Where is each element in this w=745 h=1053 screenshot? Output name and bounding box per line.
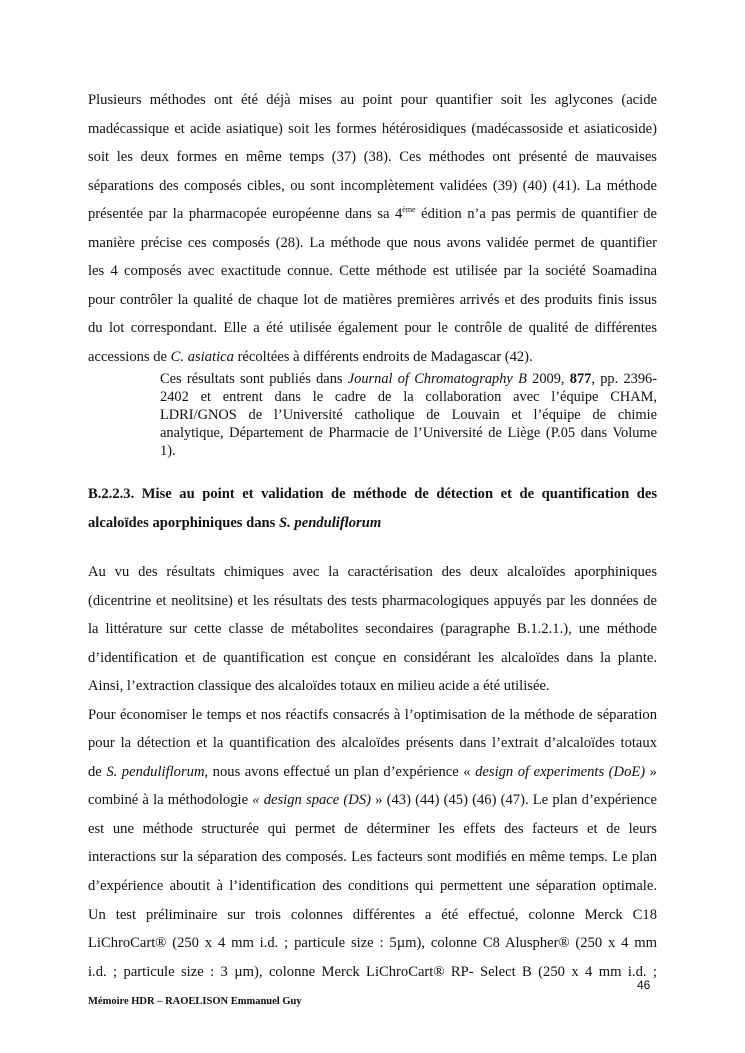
text-line (160, 424, 657, 442)
text-segment: LiChroCart® (250 x 4 mm i.d. ; particule size : 5µm), colonne C8 Aluspher® (250 x 4 mm (88, 935, 657, 952)
text-segment: , pp. 2396- (591, 371, 658, 387)
text-segment: pour la détection et la quantification des alcaloïdes présents dans l’extrait d’alcaloïdes totaux (88, 735, 657, 752)
text-line (88, 872, 657, 901)
text-line (88, 343, 657, 372)
text-segment: présentée par la pharmacopée européenne dans sa 4 (88, 206, 403, 223)
text-segment: édition n’a pas permis de quantifier de (415, 206, 657, 223)
superscript: ème (402, 205, 416, 215)
text-segment: combiné à la méthodologie (88, 792, 253, 809)
text-line (88, 229, 657, 258)
text-segment: d’expérience aboutit à l’identification des conditions qui permettent une séparation optimale. (88, 878, 657, 895)
italic-text: C. asiatica (170, 348, 234, 365)
text-line (88, 958, 657, 987)
text-segment: Ces résultats sont publiés dans (160, 371, 348, 387)
text-segment: madécassique et acide asiatique) soit les formes hétérosidiques (madécassoside et asiaticoside) (88, 120, 657, 137)
text-line (88, 815, 657, 844)
text-segment: (dicentrine et neolitsine) et les résultats des tests pharmacologiques appuyés par les données de (88, 592, 657, 609)
text-line (88, 672, 657, 701)
text-line (88, 701, 657, 730)
text-line (88, 843, 657, 872)
text-segment: séparations des composés cibles, ou sont incomplètement validées (39) (40) (41). La méthode (88, 177, 657, 194)
text-line (88, 901, 657, 930)
text-segment: manière précise ces composés (28). La méthode que nous avons validée permet de quantifier (88, 234, 657, 251)
text-segment: pour contrôler la qualité de chaque lot de matières premières arrivés et des produits finis issus (88, 291, 657, 308)
page-number: 46 (637, 978, 651, 992)
bold-text: 877 (569, 371, 592, 387)
italic-text: S. penduliflorum (279, 514, 382, 531)
text-line (88, 758, 657, 787)
text-segment: est une méthode structurée qui permet de déterminer les effets des facteurs et de leurs (88, 820, 657, 837)
text-line (88, 286, 657, 315)
text-line (88, 644, 657, 673)
text-line (88, 172, 657, 201)
text-segment: Plusieurs méthodes ont été déjà mises au point pour quantifier soit les aglycones (acide (88, 92, 657, 108)
text-segment: B.2.2.3. Mise au point et validation de méthode de détection et de quantification des (88, 486, 657, 502)
text-segment: d’identification et de quantification est conçue en considérant les alcaloïdes dans la plante. (88, 649, 657, 666)
text-segment: i.d. ; particule size : 3 µm), colonne Merck LiChroCart® RP- Select B (250 x 4 mm i.d. ; (88, 963, 657, 980)
text-segment: , nous avons effectué un plan d’expérience « (204, 763, 476, 780)
text-segment: 1). (160, 443, 176, 459)
text-segment: » (645, 763, 657, 780)
text-segment: Ainsi, l’extraction classique des alcaloïdes totaux en milieu acide a été utilisée. (88, 678, 550, 695)
text-line (88, 929, 657, 958)
section-heading (88, 480, 657, 537)
text-segment: LDRI/GNOS de l’Université catholique de Louvain et l’équipe de chimie (160, 407, 657, 423)
paragraph-2 (88, 558, 657, 986)
text-segment: » (43) (44) (45) (46) (47). Le plan d’expérience (370, 792, 657, 809)
paragraph-1 (88, 86, 657, 371)
footer: Mémoire HDR – RAOELISON Emmanuel Guy (88, 996, 302, 1007)
italic-text: design of experiments (DoE) (475, 763, 646, 780)
text-line (88, 200, 657, 229)
text-line (88, 143, 657, 172)
text-line (88, 558, 657, 587)
text-line (160, 388, 657, 406)
text-line (160, 406, 657, 424)
text-line (88, 480, 657, 509)
text-line (88, 257, 657, 286)
text-segment: analytique, Département de Pharmacie de l’Université de Liège (P.05 dans Volume (160, 425, 657, 441)
text-line (160, 370, 657, 388)
text-segment: Au vu des résultats chimiques avec la caractérisation des deux alcaloïdes aporphiniques (88, 564, 657, 580)
text-segment: accessions de (88, 348, 171, 365)
text-segment: de (88, 763, 107, 780)
publication-note (160, 370, 657, 460)
text-segment: la littérature sur cette classe de métabolites secondaires (paragraphe B.1.2.1.), une méthode (88, 621, 657, 638)
text-line (160, 442, 657, 460)
text-segment: soit les deux formes en même temps (37) (38). Ces méthodes ont présenté de mauvaises (88, 149, 657, 166)
text-segment: les 4 composés avec exactitude connue. Cette méthode est utilisée par la société Soamadina (88, 263, 657, 280)
text-segment: interactions sur la séparation des composés. Les facteurs sont modifiés en même temps. Le plan (88, 849, 657, 866)
text-segment: du lot correspondant. Elle a été utilisée également pour le contrôle de qualité de différentes (88, 320, 657, 337)
text-line (88, 314, 657, 343)
text-line (88, 509, 657, 538)
text-segment: Pour économiser le temps et nos réactifs consacrés à l’optimisation de la méthode de séparation (88, 706, 657, 723)
text-line (88, 587, 657, 616)
italic-text: S. penduliflorum (106, 763, 205, 780)
text-line (88, 86, 657, 115)
text-segment: 2402 et entrent dans le cadre de la collaboration avec l’équipe CHAM, (160, 389, 657, 405)
text-line (88, 729, 657, 758)
text-line (88, 115, 657, 144)
text-segment: récoltées à différents endroits de Madagascar (42). (233, 348, 533, 365)
italic-text: « design space (DS) (252, 792, 371, 809)
italic-text: Journal of Chromatography B (347, 371, 527, 387)
text-line (88, 786, 657, 815)
text-segment: alcaloïdes aporphiniques dans (88, 514, 279, 531)
text-segment: Un test préliminaire sur trois colonnes différentes a été effectué, colonne Merck C18 (88, 906, 657, 923)
text-line (88, 615, 657, 644)
text-segment: 2009, (526, 371, 570, 387)
